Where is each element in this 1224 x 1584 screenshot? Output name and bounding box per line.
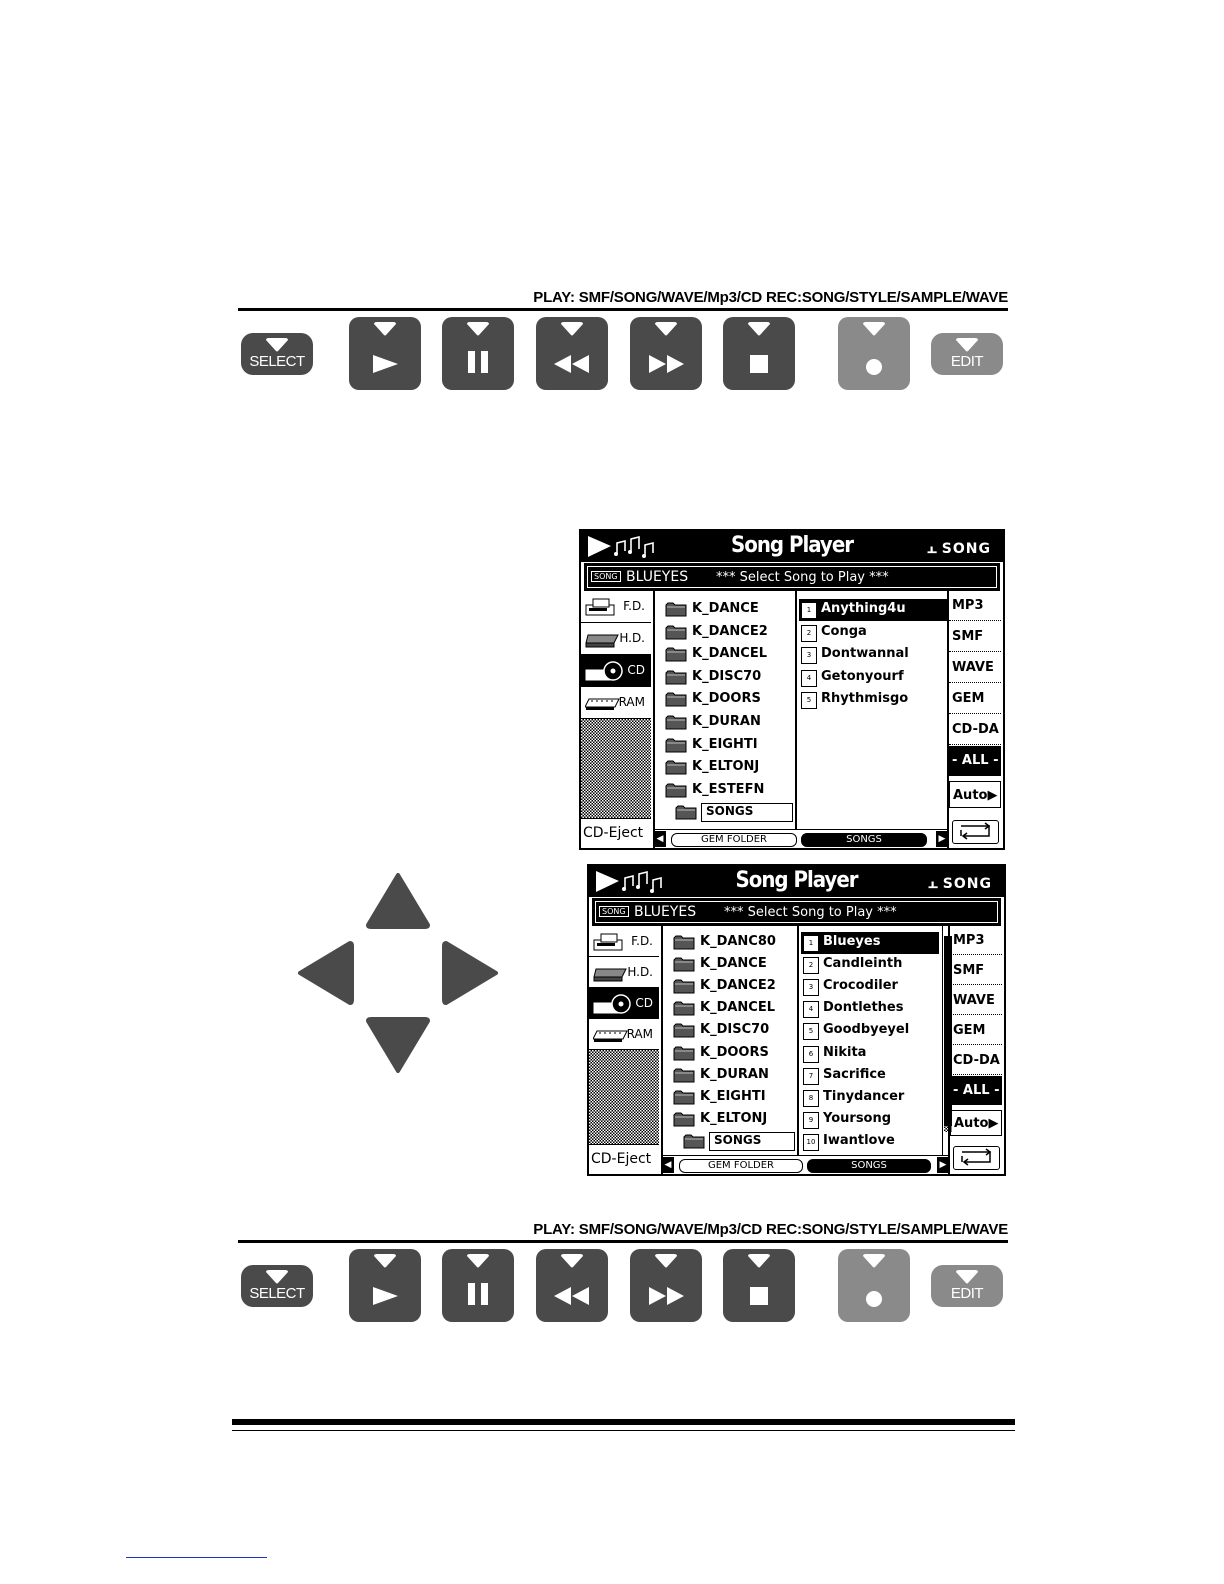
folder-list <box>673 926 797 1156</box>
folder-nav-bar <box>653 829 949 848</box>
folder-name: K_DANCEL <box>700 1000 776 1016</box>
device-ram-button[interactable] <box>589 1019 659 1050</box>
folder-icon <box>665 692 687 707</box>
song-name: Anything4u <box>821 601 906 616</box>
song-name: Nikita <box>823 1044 867 1060</box>
title-bar <box>581 531 1003 562</box>
stop-icon <box>723 354 795 374</box>
folder-name: K_ELTONJ <box>700 1110 768 1126</box>
folder-icon <box>665 738 687 753</box>
song-number-icon: 5 <box>801 692 817 709</box>
device-cd-button[interactable] <box>589 988 659 1019</box>
song-number-icon: 7 <box>803 1068 819 1085</box>
song-number-icon: 1 <box>801 602 817 619</box>
play-button[interactable] <box>349 317 421 390</box>
auto-label: Auto <box>953 788 988 803</box>
record-button[interactable] <box>838 317 910 390</box>
folder-item[interactable] <box>673 954 797 976</box>
song-item[interactable] <box>801 1065 939 1087</box>
filter-smf-button[interactable]: SMF <box>949 622 1001 652</box>
arrow-right-button[interactable] <box>444 943 496 1003</box>
rewind-icon <box>536 1286 608 1306</box>
folder-item[interactable] <box>665 735 795 757</box>
select-label: SELECT <box>249 1285 305 1302</box>
folder-name: K_DURAN <box>700 1066 769 1082</box>
song-name: Blueyes <box>823 934 881 949</box>
status-message: *** Select Song to Play *** <box>724 905 897 920</box>
song-number-icon: 5 <box>803 1023 819 1040</box>
song-item[interactable] <box>801 976 939 998</box>
auto-label: Auto <box>954 1116 989 1131</box>
select-label: SELECT <box>249 353 305 370</box>
play-arrow-icon: ▶ <box>988 1116 999 1131</box>
folder-icon <box>665 783 687 798</box>
current-song-name: BLUEYES <box>634 904 697 920</box>
song-tag: SONG <box>591 571 621 582</box>
song-player-screen-2 <box>587 864 1006 1176</box>
folder-item[interactable] <box>665 689 795 711</box>
song-item[interactable] <box>799 667 947 689</box>
song-number-icon: 9 <box>803 1112 819 1129</box>
device-column <box>581 591 655 848</box>
screen-title: Song Player <box>730 533 854 558</box>
song-number-icon: 10 <box>803 1134 819 1151</box>
folder-name: K_DANCE2 <box>692 623 768 639</box>
edit-label: EDIT <box>950 353 984 370</box>
transport-rule-bottom <box>238 1240 1008 1243</box>
folder-name: K_DANCEL <box>692 646 768 662</box>
folder-icon <box>665 670 687 685</box>
record-button[interactable] <box>838 1249 910 1322</box>
fast-forward-icon <box>630 354 702 374</box>
song-name: Goodbyeyel <box>823 1022 910 1038</box>
pause-icon <box>442 1282 514 1306</box>
mode-label: SONG <box>942 876 992 892</box>
folder-name: K_DOORS <box>700 1044 769 1060</box>
mode-icon: ⫠ <box>928 873 939 892</box>
device-column <box>589 926 663 1174</box>
folder-name: K_DISC70 <box>692 668 762 684</box>
folder-name: K_ELTONJ <box>692 759 760 775</box>
song-item[interactable] <box>799 689 947 711</box>
title-bar <box>589 866 1004 897</box>
filter-all-button[interactable]: - ALL - <box>949 746 1001 776</box>
device-fd-icon <box>585 597 621 620</box>
device-fd-icon <box>593 932 629 955</box>
song-number-icon: 1 <box>803 935 819 952</box>
folder-item[interactable] <box>665 622 795 644</box>
device-cd-icon <box>593 994 633 1019</box>
folder-name: K_DISC70 <box>700 1022 770 1038</box>
device-ram-button[interactable] <box>581 687 651 719</box>
led-indicator-icon <box>372 1253 398 1274</box>
song-item[interactable] <box>801 1087 939 1109</box>
device-label: CD <box>635 996 653 1010</box>
folder-name: K_DOORS <box>692 691 761 707</box>
songs-folder-button[interactable]: SONGS <box>801 833 927 847</box>
folder-item[interactable] <box>673 932 797 954</box>
open-folder-icon <box>683 1134 705 1149</box>
device-hd-button[interactable] <box>589 957 659 988</box>
led-indicator-icon <box>465 1253 491 1274</box>
mode-indicator <box>927 538 991 558</box>
folder-item[interactable] <box>665 780 795 802</box>
song-number-icon: 2 <box>801 625 817 642</box>
device-label: RAM <box>618 695 645 709</box>
fast-forward-icon <box>630 1286 702 1306</box>
folder-name: K_EIGHTI <box>692 736 758 752</box>
filter-smf-button[interactable]: SMF <box>950 956 1002 985</box>
device-label: F.D. <box>631 934 653 948</box>
song-name: Yoursong <box>823 1110 892 1126</box>
cd-eject-button[interactable]: CD-Eject <box>589 1144 659 1174</box>
filter-cdda-button[interactable]: CD-DA <box>949 715 1001 745</box>
song-name: Conga <box>821 623 867 639</box>
record-icon <box>838 1290 910 1308</box>
led-indicator-icon <box>653 321 679 342</box>
folder-icon <box>673 1046 695 1061</box>
transport-rule-top <box>238 308 1008 311</box>
folder-name: K_DANCE2 <box>700 978 776 994</box>
folder-item[interactable] <box>665 712 795 734</box>
song-item[interactable] <box>801 1043 939 1065</box>
play-button[interactable] <box>349 1249 421 1322</box>
status-message: *** Select Song to Play *** <box>716 570 889 585</box>
device-label: H.D. <box>627 965 653 979</box>
folder-name: K_DANC80 <box>700 934 776 949</box>
device-hd-button[interactable] <box>581 623 651 655</box>
folder-icon <box>673 1112 695 1127</box>
play-arrow-icon: ▶ <box>987 788 998 803</box>
song-item[interactable] <box>801 1131 939 1153</box>
fast-forward-button[interactable] <box>630 1249 702 1322</box>
cd-eject-button[interactable]: CD-Eject <box>581 818 651 848</box>
song-info-frame <box>595 901 998 923</box>
folder-icon <box>673 1023 695 1038</box>
folder-icon <box>665 602 687 617</box>
select-button[interactable] <box>241 1265 313 1307</box>
song-item[interactable] <box>801 932 939 954</box>
folder-list <box>665 591 795 830</box>
song-number-icon: 2 <box>803 957 819 974</box>
song-item[interactable] <box>799 622 947 644</box>
filter-gem-button[interactable]: GEM <box>949 684 1001 714</box>
led-indicator-icon <box>559 321 585 342</box>
scroll-right-button[interactable]: ▶ <box>936 831 948 847</box>
song-name: Tinydancer <box>823 1088 905 1104</box>
gem-folder-button[interactable]: GEM FOLDER <box>671 833 797 847</box>
song-number-icon: 3 <box>803 979 819 996</box>
song-info-bar <box>584 563 1000 591</box>
folder-item[interactable] <box>665 757 795 779</box>
filter-all-button[interactable]: - ALL - <box>950 1076 1002 1105</box>
filter-mp3-button[interactable]: MP3 <box>949 591 1001 621</box>
folder-icon <box>673 979 695 994</box>
rewind-button[interactable] <box>536 317 608 390</box>
mode-icon: ⫠ <box>927 538 938 557</box>
device-fd-button[interactable] <box>589 926 659 957</box>
loop-button[interactable] <box>952 820 999 844</box>
edit-button[interactable] <box>931 333 1003 375</box>
device-column-fill <box>581 719 651 818</box>
folder-name: K_DURAN <box>692 714 761 729</box>
play-icon <box>349 354 421 374</box>
arrow-pad <box>298 873 498 1073</box>
stop-button[interactable] <box>723 317 795 390</box>
song-number-icon: 4 <box>803 1001 819 1018</box>
folder-name: K_ESTEFN <box>692 781 765 797</box>
folder-icon <box>665 647 687 662</box>
song-list <box>795 591 951 830</box>
device-fd-button[interactable] <box>581 591 651 623</box>
device-label: F.D. <box>623 599 645 613</box>
folder-name: K_DANCE <box>692 601 759 616</box>
song-name: Dontwannal <box>821 646 909 662</box>
device-column-fill <box>589 1050 659 1144</box>
led-indicator-icon <box>465 321 491 342</box>
folder-item[interactable] <box>665 599 795 621</box>
song-number-icon: 3 <box>801 647 817 664</box>
song-name: Iwantlove <box>823 1132 895 1148</box>
song-item[interactable] <box>799 599 947 621</box>
folder-item[interactable] <box>673 1020 797 1042</box>
filter-mp3-button[interactable]: MP3 <box>950 926 1002 955</box>
current-folder[interactable] <box>673 802 793 824</box>
arrow-left-button[interactable] <box>300 943 352 1003</box>
folder-icon <box>673 935 695 950</box>
device-label: CD <box>627 663 645 677</box>
gem-folder-button[interactable]: GEM FOLDER <box>679 1159 803 1173</box>
mode-label: SONG <box>941 541 991 557</box>
folder-icon <box>673 1090 695 1105</box>
screen-title: Song Player <box>735 868 858 893</box>
folder-icon <box>673 1001 695 1016</box>
led-indicator-icon <box>861 321 887 342</box>
arrow-down-button[interactable] <box>368 1019 428 1071</box>
page-footer-rule <box>232 1419 1015 1425</box>
device-ram-icon <box>593 1025 629 1048</box>
arrow-up-button[interactable] <box>368 875 428 927</box>
folder-icon <box>665 625 687 640</box>
footer-link-underline <box>126 1557 267 1558</box>
folder-item[interactable] <box>665 667 795 689</box>
device-hd-icon <box>585 629 621 652</box>
current-folder-name: SONGS <box>709 1132 795 1151</box>
stop-button[interactable] <box>723 1249 795 1322</box>
folder-name: K_DANCE <box>700 956 767 972</box>
song-info-bar <box>592 898 1001 926</box>
rewind-icon <box>536 354 608 374</box>
current-folder-name: SONGS <box>701 803 793 822</box>
song-item[interactable] <box>801 1109 939 1131</box>
scroll-left-button[interactable]: ◀ <box>654 831 666 847</box>
song-tag: SONG <box>599 906 629 917</box>
pause-button[interactable] <box>442 317 514 390</box>
mode-indicator <box>928 873 992 893</box>
fast-forward-button[interactable] <box>630 317 702 390</box>
record-icon <box>838 358 910 376</box>
led-indicator-icon <box>746 321 772 342</box>
song-player-screen-1 <box>579 529 1005 850</box>
songs-folder-button[interactable]: SONGS <box>807 1159 931 1173</box>
device-label: H.D. <box>619 631 645 645</box>
transport-caption-bottom: PLAY: SMF/SONG/WAVE/Mp3/CD REC:SONG/STYLE/SAMPLE/WAVE <box>533 1221 1008 1238</box>
song-name: Sacrifice <box>823 1066 886 1082</box>
device-label: RAM <box>626 1027 653 1041</box>
scroll-right-button[interactable]: ▶ <box>937 1157 949 1173</box>
current-song-name: BLUEYES <box>626 569 689 585</box>
song-number-icon: 8 <box>803 1090 819 1107</box>
folder-icon <box>673 1068 695 1083</box>
song-name: Rhythmisgo <box>821 691 909 707</box>
edit-label: EDIT <box>950 1285 984 1302</box>
led-indicator-icon <box>653 1253 679 1274</box>
song-name: Dontlethes <box>823 1000 904 1016</box>
folder-item[interactable] <box>673 998 797 1020</box>
song-item[interactable] <box>801 1020 939 1042</box>
folder-nav-bar <box>661 1155 950 1174</box>
transport-caption-top: PLAY: SMF/SONG/WAVE/Mp3/CD REC:SONG/STYLE/SAMPLE/WAVE <box>533 289 1008 306</box>
song-number-icon: 4 <box>801 670 817 687</box>
stop-icon <box>723 1286 795 1306</box>
song-info-frame <box>587 566 997 588</box>
folder-item[interactable] <box>665 644 795 666</box>
led-indicator-icon <box>559 1253 585 1274</box>
led-indicator-icon <box>372 321 398 342</box>
song-number-icon: 6 <box>803 1046 819 1063</box>
song-item[interactable] <box>801 954 939 976</box>
loop-button[interactable] <box>953 1146 1000 1170</box>
page-footer-rule-thin <box>232 1430 1015 1431</box>
play-icon <box>349 1286 421 1306</box>
song-name: Getonyourf <box>821 668 904 684</box>
song-list <box>797 926 953 1156</box>
song-name: Crocodiler <box>823 978 898 994</box>
filter-wave-button[interactable]: WAVE <box>949 653 1001 683</box>
device-cd-button[interactable] <box>581 655 651 687</box>
auto-play-button[interactable] <box>950 1110 1002 1136</box>
folder-name: K_EIGHTI <box>700 1088 766 1104</box>
loop-icon <box>953 821 997 841</box>
song-item[interactable] <box>799 644 947 666</box>
scroll-left-button[interactable]: ◀ <box>662 1157 674 1173</box>
folder-item[interactable] <box>673 1109 797 1131</box>
folder-icon <box>665 760 687 775</box>
filter-wave-button[interactable]: WAVE <box>950 986 1002 1015</box>
filter-gem-button[interactable]: GEM <box>950 1016 1002 1045</box>
song-item[interactable] <box>801 998 939 1020</box>
edit-button[interactable] <box>931 1265 1003 1307</box>
song-name: Candleinth <box>823 956 903 972</box>
pause-button[interactable] <box>442 1249 514 1322</box>
folder-icon <box>673 957 695 972</box>
device-cd-icon <box>585 661 625 686</box>
rewind-button[interactable] <box>536 1249 608 1322</box>
filter-column <box>947 591 1003 848</box>
auto-play-button[interactable] <box>949 781 1001 808</box>
folder-icon <box>665 715 687 730</box>
led-indicator-icon <box>746 1253 772 1274</box>
loop-icon <box>954 1147 998 1167</box>
folder-item[interactable] <box>673 976 797 998</box>
current-folder[interactable] <box>681 1131 795 1153</box>
filter-cdda-button[interactable]: CD-DA <box>950 1046 1002 1075</box>
pause-icon <box>442 350 514 374</box>
device-ram-icon <box>585 693 621 716</box>
open-folder-icon <box>675 805 697 820</box>
folder-item[interactable] <box>673 1087 797 1109</box>
select-button[interactable] <box>241 333 313 375</box>
folder-item[interactable] <box>673 1043 797 1065</box>
folder-item[interactable] <box>673 1065 797 1087</box>
filter-column <box>948 926 1004 1174</box>
led-indicator-icon <box>861 1253 887 1274</box>
device-hd-icon <box>593 963 629 986</box>
